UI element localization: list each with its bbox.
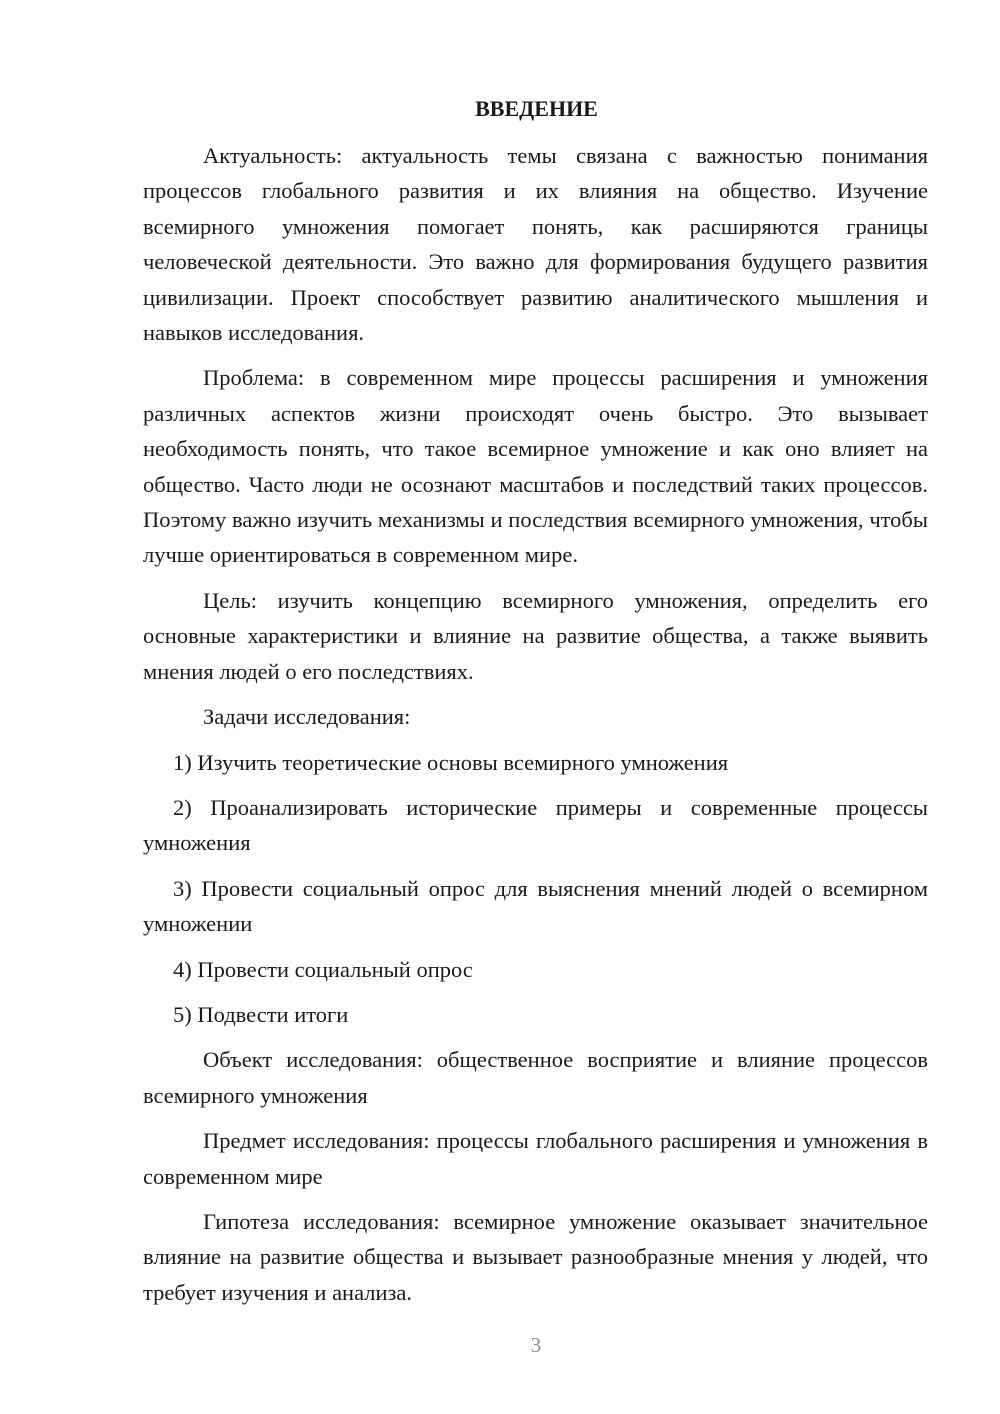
relevance-paragraph: Актуальность: актуальность темы связана с важностью понимания процессов глобального развития и их влияния на общество. Изучение всемирного умножения помогает понять, как расширяются границы человеческой деятельности. Это важно для формирования будущего развития цивилизации. Проект способствует развитию аналитического мышления и навыков исследования. — [143, 143, 928, 346]
hypothesis-paragraph: Гипотеза исследования: всемирное умножение оказывает значительное влияние на развитие общества и вызывает разнообразные мнения у людей, что требует изучения и анализа. — [143, 1208, 928, 1305]
subject-paragraph: Предмет исследования: процессы глобального расширения и умножения в современном мире — [143, 1128, 928, 1189]
task-item-5: 5) Подвести итоги — [173, 1001, 349, 1027]
task-item-3: 3) Провести социальный опрос для выяснения мнений людей о всемирном умножении — [143, 875, 928, 937]
object-paragraph: Объект исследования: общественное восприятие и влияние процессов всемирного умножения — [143, 1047, 928, 1108]
document-page — [143, 94, 928, 1320]
problem-paragraph: Проблема: в современном мире процессы расширения и умножения различных аспектов жизни происходят очень быстро. Это вызывает необходимость понять, что такое всемирное умножение и как оно влияет на общество. Часто люди не осознают масштабов и последствий таких процессов. Поэтому важно изучить механизмы и последствия всемирного умножения, чтобы лучше ориентироваться в современном мире. — [143, 365, 928, 568]
tasks-heading: Задачи исследования: — [203, 704, 411, 730]
task-item-4: 4) Провести социальный опрос — [173, 956, 473, 982]
task-item-1: 1) Изучить теоретические основы всемирного умножения — [173, 749, 729, 775]
page-number: 3 — [530, 1333, 542, 1357]
section-title: ВВЕДЕНИЕ — [475, 96, 598, 121]
task-item-2: 2) Проанализировать исторические примеры и современные процессы умножения — [143, 794, 928, 856]
goal-paragraph: Цель: изучить концепцию всемирного умножения, определить его основные характеристики и влияние на развитие общества, а также выявить мнения людей о его последствиях. — [143, 587, 928, 684]
